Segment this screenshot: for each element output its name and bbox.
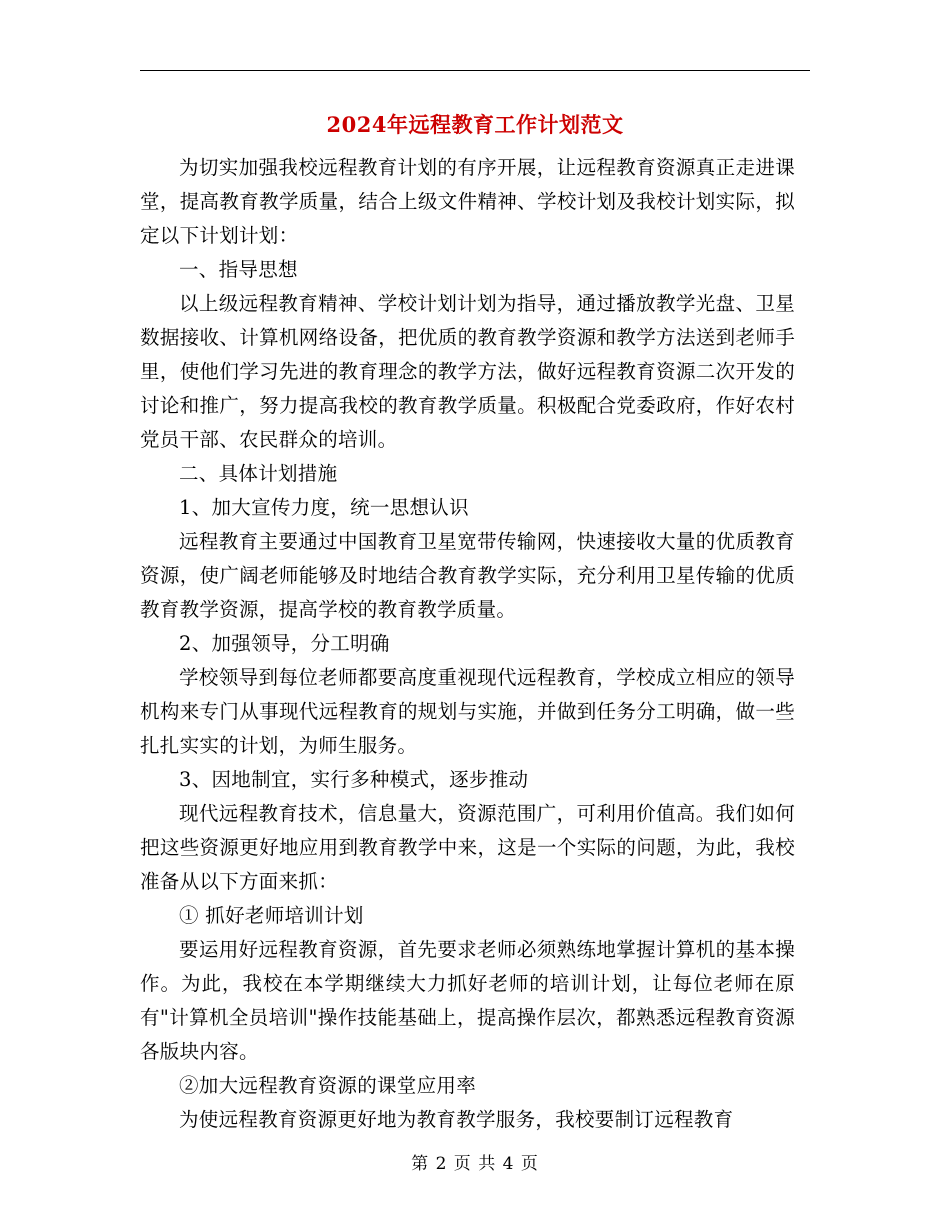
paragraph-local-conditions: 现代远程教育技术，信息量大，资源范围广，可利用价值高。我们如何把这些资源更好地应用到教育教学中来，这是一个实际的问题，为此，我校准备从以下方面来抓： — [140, 802, 795, 893]
document-title: 2024年远程教育工作计划范文 — [326, 112, 624, 137]
paragraph-teacher-training: 要运用好远程教育资源，首先要求老师必须熟练地掌握计算机的基本操作。为此，我校在本学期继续大力抓好老师的培训计划，让每位老师在原有"计算机全员培训"操作技能基础上，提高操作层次，都熟悉远程教育资源各版块内容。 — [140, 938, 795, 1063]
item-classroom-usage: ②加大远程教育资源的课堂应用率 — [179, 1074, 477, 1097]
page-number: 第 2 页 共 4 页 — [411, 1154, 539, 1174]
paragraph-classroom-usage: 为使远程教育资源更好地为教育教学服务，我校要制订远程教育 — [179, 1108, 734, 1131]
header-rule — [140, 70, 810, 71]
heading-specific-measures: 二、具体计划措施 — [179, 462, 338, 485]
paragraph-leadership: 学校领导到每位老师都要高度重视现代远程教育，学校成立相应的领导机构来专门从事现代远程教育的规划与实施，并做到任务分工明确，做一些扎扎实实的计划，为师生服务。 — [140, 666, 795, 757]
item-teacher-training: ① 抓好老师培训计划 — [179, 904, 364, 927]
document-body — [140, 151, 795, 1137]
subheading-leadership: 2、加强领导，分工明确 — [179, 632, 390, 655]
paragraph-guiding-ideology: 以上级远程教育精神、学校计划计划为指导，通过播放教学光盘、卫星数据接收、计算机网络设备，把优质的教育教学资源和教学方法送到老师手里，使他们学习先进的教育理念的教学方法，做好远程教育资源二次开发的讨论和推广，努力提高我校的教育教学质量。积极配合党委政府，作好农村党员干部、农民群众的培训。 — [140, 292, 795, 451]
subheading-local-conditions: 3、因地制宜，实行多种模式，逐步推动 — [179, 768, 529, 791]
heading-guiding-ideology: 一、指导思想 — [179, 258, 298, 281]
paragraph-publicity: 远程教育主要通过中国教育卫星宽带传输网，快速接收大量的优质教育资源，使广阔老师能够及时地结合教育教学实际，充分利用卫星传输的优质教育教学资源，提高学校的教育教学质量。 — [140, 530, 795, 621]
subheading-publicity: 1、加大宣传力度，统一思想认识 — [179, 496, 469, 519]
paragraph-intro: 为切实加强我校远程教育计划的有序开展，让远程教育资源真正走进课堂，提高教育教学质量，结合上级文件精神、学校计划及我校计划实际，拟定以下计划计划： — [140, 156, 795, 247]
